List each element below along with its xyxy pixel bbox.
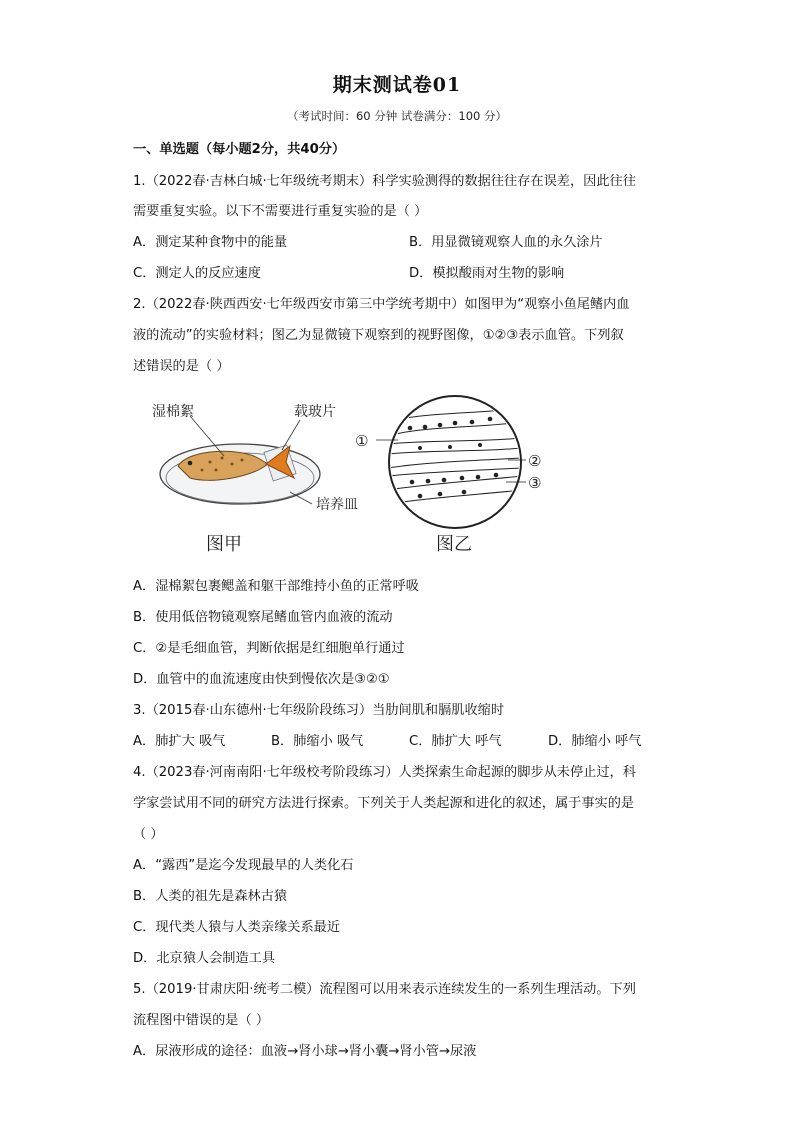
q4-stem-line2: 学家尝试用不同的研究方法进行探索。下列关于人类起源和进化的叙述，属于事实的是 — [133, 796, 635, 811]
q1-option-a: A．测定某种食物中的能量 — [133, 235, 288, 250]
label-wet-cotton: 湿棉絮 — [152, 404, 194, 420]
exam-title: 期末测试卷01 — [332, 74, 462, 96]
label-glass-slide: 载玻片 — [294, 404, 336, 420]
q1-option-d: D．模拟酸雨对生物的影响 — [409, 266, 565, 281]
q3-option-d: D．肺缩小 呼气 — [548, 734, 642, 749]
q1-option-c: C．测定人的反应速度 — [133, 266, 261, 281]
label-culture-dish: 培养皿 — [316, 497, 358, 513]
section-heading: 一、单选题（每小题2分，共40分） — [133, 142, 346, 157]
q3-stem-line1: 3.（2015春·山东德州·七年级阶段练习）当肋间肌和膈肌收缩时 — [133, 703, 505, 718]
q4-stem-line3: （ ） — [133, 827, 164, 842]
q2-option-d: D．血管中的血流速度由快到慢依次是③②① — [133, 672, 390, 687]
q2-stem-line2: 液的流动”的实验材料；图乙为显微镜下观察到的视野图像，①②③表示血管。下列叙 — [133, 328, 624, 343]
q2-option-c: C．②是毛细血管，判断依据是红细胞单行通过 — [133, 641, 405, 656]
q3-option-a: A．肺扩大 吸气 — [133, 734, 226, 749]
q1-stem-line2: 需要重复实验。以下不需要进行重复实验的是（ ） — [133, 204, 428, 219]
q5-stem-line2: 流程图中错误的是（ ） — [133, 1013, 270, 1028]
q2-stem-line3: 述错误的是（ ） — [133, 359, 230, 374]
petri-dish-drawing — [160, 416, 320, 504]
marker-vessel-2: ② — [528, 452, 542, 470]
q4-option-a: A．“露西”是迄今发现最早的人类化石 — [133, 858, 354, 873]
q1-option-b: B．用显微镜观察人血的永久涂片 — [409, 235, 603, 250]
q4-option-c: C．现代类人猿与人类亲缘关系最近 — [133, 920, 341, 935]
q2-option-a: A．湿棉絮包裹鳃盖和躯干部维持小鱼的正常呼吸 — [133, 579, 419, 594]
q2-option-b: B．使用低倍物镜观察尾鳍血管内血液的流动 — [133, 610, 393, 625]
marker-vessel-3: ③ — [528, 474, 542, 492]
q4-option-b: B．人类的祖先是森林古猿 — [133, 889, 288, 904]
microscope-view-drawing — [376, 396, 526, 528]
q5-option-a: A．尿液形成的途径：血液→肾小球→肾小囊→肾小管→尿液 — [133, 1044, 477, 1059]
q5-stem-line1: 5.（2019·甘肃庆阳·统考二模）流程图可以用来表示连续发生的一系列生理活动。下列 — [133, 982, 636, 997]
q3-option-b: B．肺缩小 吸气 — [271, 734, 364, 749]
q1-stem-line1: 1.（2022春·吉林白城·七年级统考期末）科学实验测得的数据往往存在误差，因此往往 — [133, 174, 636, 189]
exam-subtitle: （考试时间：60 分钟 试卷满分：100 分） — [286, 109, 508, 123]
q4-stem-line1: 4.（2023春·河南南阳·七年级校考阶段练习）人类探索生命起源的脚步从未停止过，科 — [133, 765, 636, 780]
q2-stem-line1: 2.（2022春·陕西西安·七年级西安市第三中学统考期中）如图甲为“观察小鱼尾鳍内血 — [133, 297, 630, 312]
q4-option-d: D．北京猿人会制造工具 — [133, 951, 276, 966]
caption-figure-b: 图乙 — [436, 534, 472, 555]
q2-figure — [150, 392, 550, 562]
q3-option-c: C．肺扩大 呼气 — [409, 734, 502, 749]
caption-figure-a: 图甲 — [206, 534, 242, 555]
marker-vessel-1: ① — [355, 432, 369, 450]
